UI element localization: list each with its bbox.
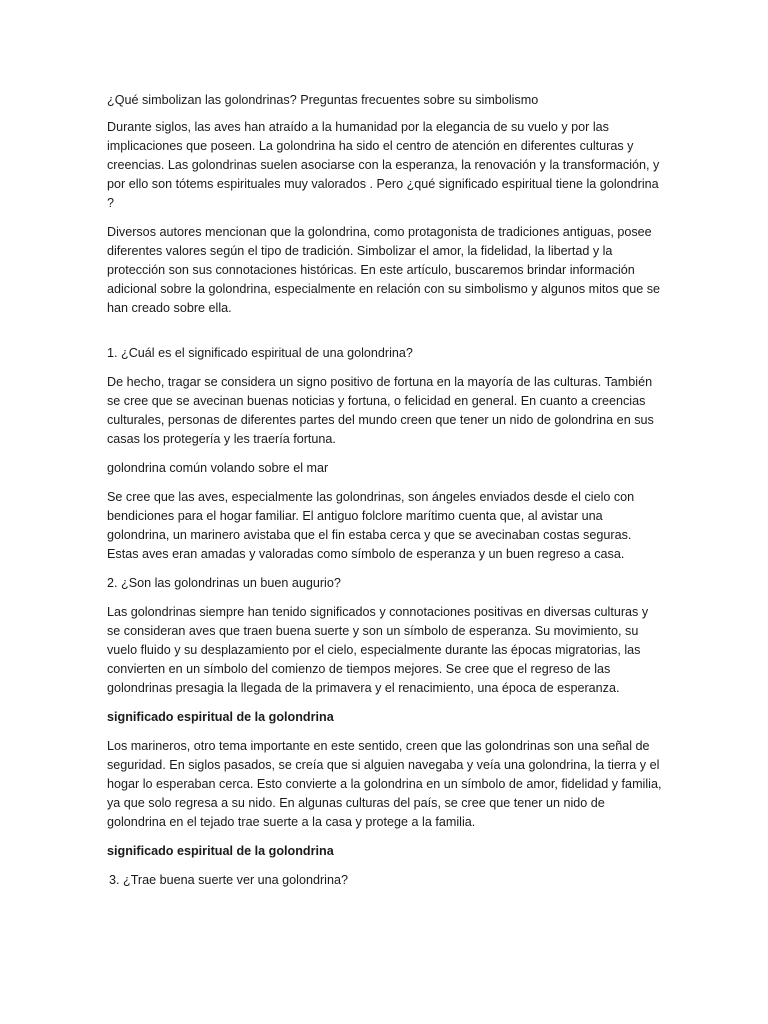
document-title: ¿Qué simbolizan las golondrinas? Preguntas frecuentes sobre su simbolismo (107, 93, 539, 107)
intro-paragraph-2: Diversos autores mencionan que la golondrina, como protagonista de tradiciones antiguas, posee diferentes valores según el tipo de tradición. Simbolizar el amor, la fidelidad, la libertad y la protección son sus connotaciones históricas. En este artículo, buscaremos brindar información adicional sobre la golondrina, especialmente en relación con su simbolismo y algunos mitos que se han creado sobre ella. (107, 225, 661, 315)
bold-caption: significado espiritual de la golondrina (107, 844, 334, 858)
question-1-paragraph-2: Se cree que las aves, especialmente las golondrinas, son ángeles enviados desde el cielo con bendiciones para el hogar familiar. El antiguo folclore marítimo cuenta que, al avistar una golondrina, un marinero avistaba que el fin estaba cerca y que se avecinaban costas seguras. Estas aves eran amadas y valoradas como símbolo de esperanza y un buen regreso a casa. (107, 490, 635, 561)
question-2-heading: 2. ¿Son las golondrinas un buen augurio? (107, 576, 341, 590)
question-3-heading: 3. ¿Trae buena suerte ver una golondrina? (109, 873, 348, 887)
bold-caption: significado espiritual de la golondrina (107, 710, 334, 724)
question-1-paragraph-1: De hecho, tragar se considera un signo positivo de fortuna en la mayoría de las culturas. También se cree que se avecinan buenas noticias y fortuna, o felicidad en general. En cuanto a creencias culturales, personas de diferentes partes del mundo creen que tener un nido de golondrina en sus casas los protegería y les traería fortuna. (107, 375, 654, 446)
question-2-paragraph-1: Las golondrinas siempre han tenido significados y connotaciones positivas en diversas culturas y se consideran aves que traen buena suerte y son un símbolo de esperanza. Su movimiento, su vuelo fluido y su desplazamiento por el cielo, especialmente durante las épocas migratorias, las convierten en un símbolo del comienzo de tiempos mejores. Se cree que el regreso de las golondrinas presagia la llegada de la primavera y el renacimiento, una época de esperanza. (107, 605, 649, 695)
document-page (107, 91, 663, 900)
question-2-paragraph-2: Los marineros, otro tema importante en este sentido, creen que las golondrinas son una señal de seguridad. En siglos pasados, se creía que si alguien navegaba y veía una golondrina, la tierra y el hogar lo esperaban cerca. Esto convierte a la golondrina en un símbolo de amor, fidelidad y familia, ya que solo regresa a su nido. En algunas culturas del país, se cree que tener un nido de golondrina en el tejado trae suerte a la casa y protege a la familia. (107, 739, 662, 829)
question-1-heading: 1. ¿Cuál es el significado espiritual de una golondrina? (107, 346, 413, 360)
image-caption: golondrina común volando sobre el mar (107, 461, 329, 475)
intro-paragraph-1: Durante siglos, las aves han atraído a la humanidad por la elegancia de su vuelo y por las implicaciones que poseen. La golondrina ha sido el centro de atención en diferentes culturas y creencias. Las golondrinas suelen asociarse con la esperanza, la renovación y la transformación, y por ello son tótems espirituales muy valorados . Pero ¿qué significado espiritual tiene la golondrina ? (107, 120, 660, 210)
